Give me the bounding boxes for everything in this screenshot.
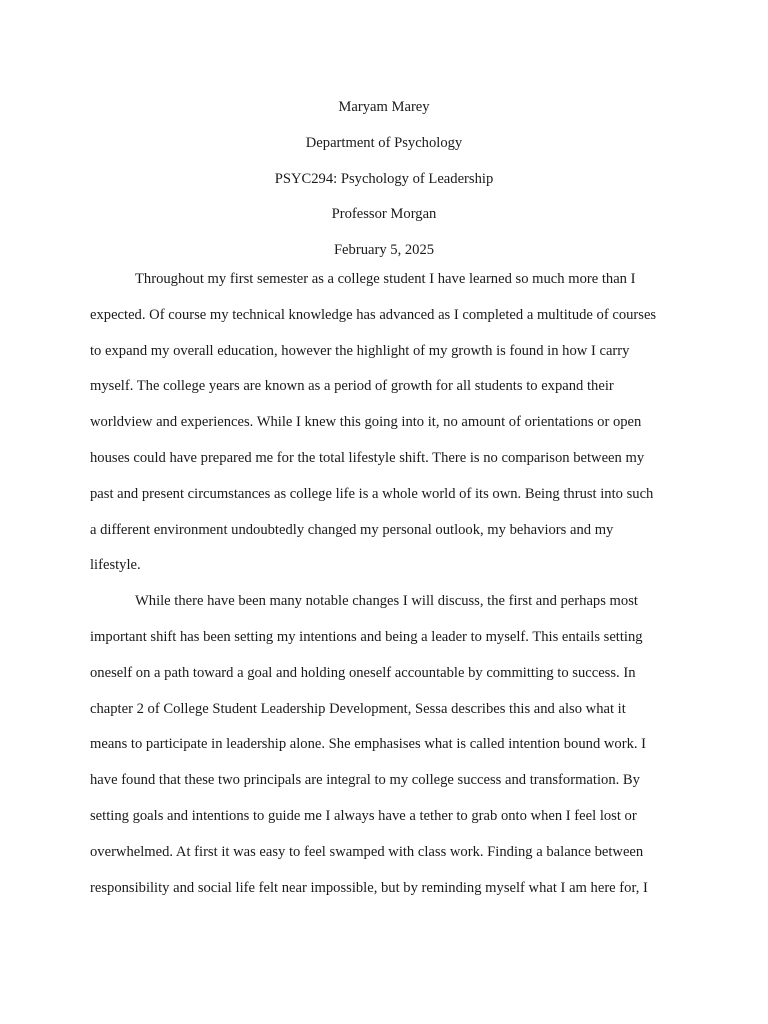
paragraph-line: Throughout my first semester as a college student I have learned so much more than I [135,271,636,287]
professor-name: Professor Morgan [331,206,437,223]
paragraph-line: overwhelmed. At first it was easy to feel swamped with class work. Finding a balance between [90,843,644,860]
paragraph-line: have found that these two principals are integral to my college success and transformation. By [90,772,640,789]
paragraph-line: setting goals and intentions to guide me I always have a tether to grab onto when I feel lost or [90,807,637,824]
paragraph-line: oneself on a path toward a goal and holding oneself accountable by committing to success. In [90,664,636,681]
title-block [0,90,768,269]
paragraph-line: houses could have prepared me for the total lifestyle shift. There is no comparison between my [90,449,645,466]
paragraph-line: chapter 2 of College Student Leadership Development, Sessa describes this and also what it [90,700,626,717]
department-name: Department of Psychology [305,134,463,151]
paragraph-line: worldview and experiences. While I knew this going into it, no amount of orientations or open [90,414,642,431]
essay-body [90,262,680,906]
paragraph-2 [90,584,680,906]
paragraph-1 [90,262,680,584]
paragraph-line: to expand my overall education, however the highlight of my growth is found in how I carry [90,342,630,359]
paragraph-line: important shift has been setting my intentions and being a leader to myself. This entails setting [90,628,643,645]
submission-date: February 5, 2025 [333,242,435,259]
paragraph-line: past and present circumstances as college life is a whole world of its own. Being thrust into such [90,485,654,502]
paragraph-line: While there have been many notable changes I will discuss, the first and perhaps most [135,593,638,610]
paragraph-line: lifestyle. [90,557,141,574]
paragraph-line: myself. The college years are known as a period of growth for all students to expand their [90,378,614,395]
paragraph-line: expected. Of course my technical knowledge has advanced as I completed a multitude of courses [90,306,657,323]
paragraph-line: a different environment undoubtedly changed my personal outlook, my behaviors and my [90,521,614,538]
paragraph-line: responsibility and social life felt near impossible, but by reminding myself what I am here for, I [90,879,648,896]
paragraph-line: means to participate in leadership alone. She emphasises what is called intention bound work. I [90,736,647,753]
author-name: Maryam Marey [338,99,430,115]
course-title: PSYC294: Psychology of Leadership [274,170,494,187]
